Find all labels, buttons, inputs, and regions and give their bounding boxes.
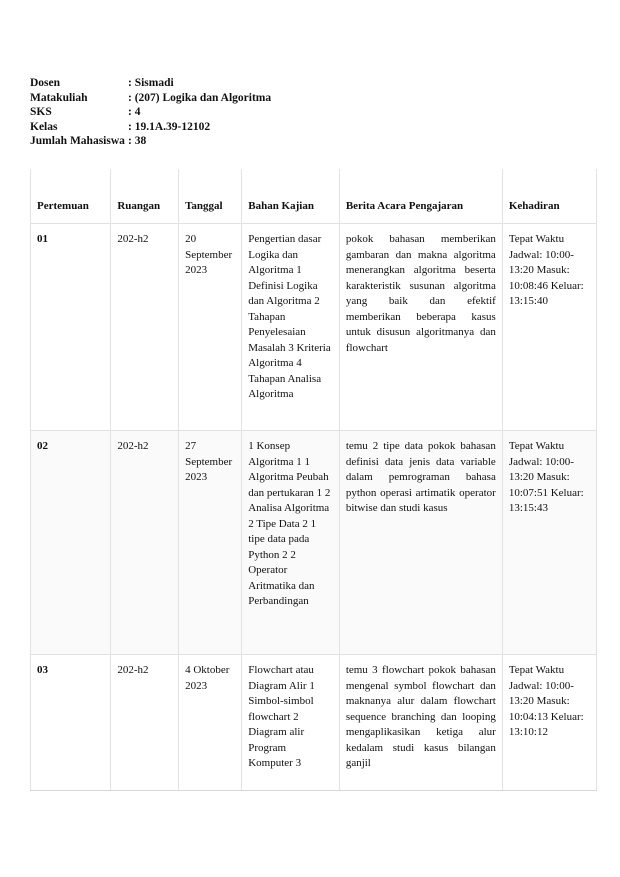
info-value: : (207) Logika dan Algoritma [128, 91, 272, 104]
info-row-matakuliah [30, 91, 271, 106]
attendance-table-wrapper [30, 169, 597, 791]
table-header-row [31, 169, 597, 224]
info-row-dosen [30, 76, 271, 91]
info-label: Jumlah Mahasiswa [30, 135, 125, 148]
table-bottom-border [30, 790, 597, 791]
cell-berita-acara: temu 3 flowchart pokok bahasan mengenal symbol flowchart dan maknanya alur dalam flowchart sequence branching dan looping mengaplikasikan ketiga alur kedalam studi kasus bilangan ganjil [339, 655, 502, 792]
info-row-sks [30, 105, 271, 120]
header-tanggal: Tanggal [179, 169, 242, 224]
cell-berita-acara: temu 2 tipe data pokok bahasan definisi data jenis data variable dalam pemrograman bahasa python operasi artimatik operator bitwise dan studi kasus [339, 431, 502, 655]
cell-kehadiran: Tepat Waktu Jadwal: 10:00-13:20 Masuk: 10:04:13 Keluar: 13:10:12 [502, 655, 596, 792]
cell-kehadiran: Tepat Waktu Jadwal: 10:00-13:20 Masuk: 10:07:51 Keluar: 13:15:43 [502, 431, 596, 655]
cell-pertemuan: 01 [31, 224, 111, 431]
table-row [31, 655, 597, 792]
cell-bahan-kajian: Pengertian dasar Logika dan Algoritma 1 Definisi Logika dan Algoritma 2 Tahapan Penyelesaian Masalah 3 Kriteria Algoritma 4 Tahapan Analisa Algoritma [242, 224, 340, 431]
header-pertemuan: Pertemuan [31, 169, 111, 224]
cell-bahan-kajian: 1 Konsep Algoritma 1 1 Algoritma Peubah dan pertukaran 1 2 Analisa Algoritma 2 Tipe Data 2 1 tipe data pada Python 2 2 Operator Aritmatika dan Perbandingan [242, 431, 340, 655]
info-row-kelas [30, 120, 271, 135]
header-kehadiran: Kehadiran [502, 169, 596, 224]
info-value: : 19.1A.39-12102 [128, 120, 211, 133]
header-ruangan: Ruangan [111, 169, 179, 224]
info-label: Dosen [30, 77, 61, 89]
cell-tanggal: 27 September 2023 [179, 431, 242, 655]
attendance-table [30, 169, 597, 791]
info-value: : 38 [128, 135, 147, 148]
cell-ruangan: 202-h2 [111, 224, 179, 431]
info-value: : 4 [128, 106, 141, 119]
info-row-jumlah [30, 134, 271, 149]
cell-ruangan: 202-h2 [111, 431, 179, 655]
cell-tanggal: 20 September 2023 [179, 224, 242, 431]
cell-ruangan: 202-h2 [111, 655, 179, 792]
cell-tanggal: 4 Oktober 2023 [179, 655, 242, 792]
cell-kehadiran: Tepat Waktu Jadwal: 10:00-13:20 Masuk: 10:08:46 Keluar: 13:15:40 [502, 224, 596, 431]
cell-pertemuan: 03 [31, 655, 111, 792]
info-label: Kelas [30, 120, 58, 133]
cell-berita-acara: pokok bahasan memberikan gambaran dan makna algoritma menerangkan algoritma beserta karakteristik susunan algoritma yang baik dan efektif memberikan beberapa kasus untuk disusun algoritmanya dan flowchart [339, 224, 502, 431]
header-bahan-kajian: Bahan Kajian [242, 169, 340, 224]
course-info [30, 76, 271, 149]
info-label: SKS [30, 106, 52, 119]
info-label: Matakuliah [30, 91, 88, 104]
table-row [31, 431, 597, 655]
header-berita-acara: Berita Acara Pengajaran [339, 169, 502, 224]
table-row [31, 224, 597, 431]
cell-bahan-kajian: Flowchart atau Diagram Alir 1 Simbol-simbol flowchart 2 Diagram alir Program Komputer 3 [242, 655, 340, 792]
info-value: : Sismadi [128, 77, 174, 89]
cell-pertemuan: 02 [31, 431, 111, 655]
